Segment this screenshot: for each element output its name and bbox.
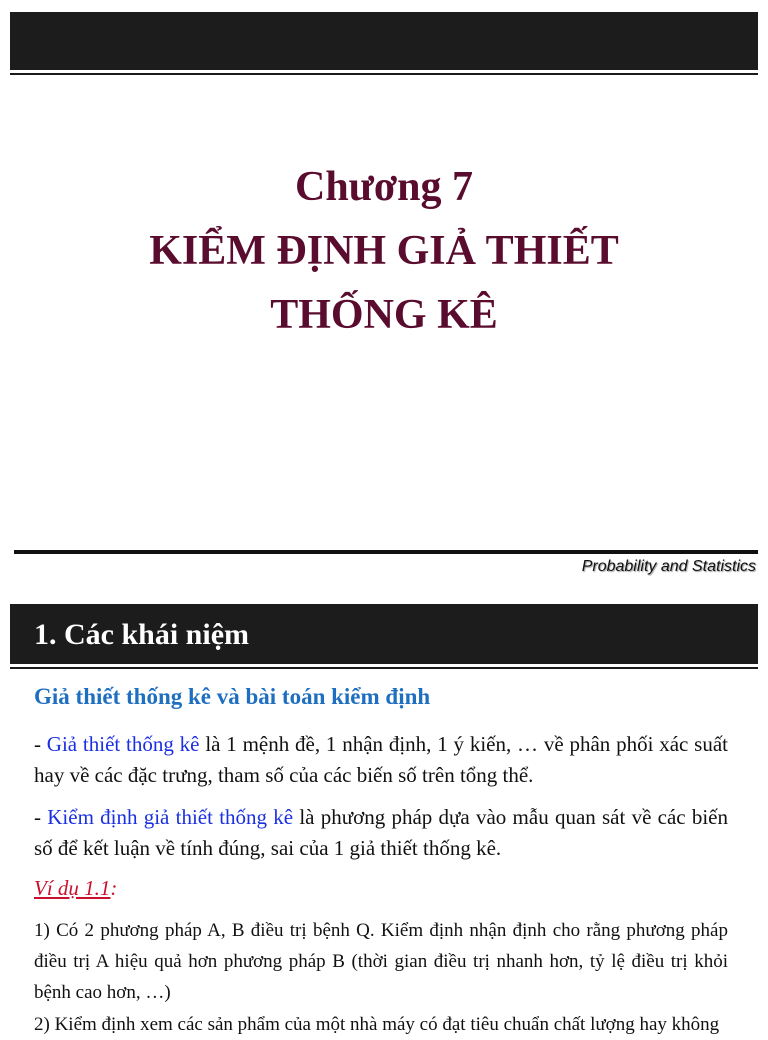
term-hypothesis-testing: Kiểm định giả thiết thống kê [47, 805, 294, 829]
example-label: Ví dụ 1.1 [34, 876, 111, 900]
definition-text-1: là 1 mệnh đề, 1 nhận định, 1 ý kiến, … về phân phối xác suất hay về các đặc trưng, tham số của các biến số trên tổng thể. [34, 732, 728, 787]
bullet-dash: - [34, 732, 47, 756]
example-item-1: 1) Có 2 phương pháp A, B điều trị bệnh Q. Kiểm định nhận định cho rằng phương pháp điều trị A hiệu quả hơn phương pháp B (thời gian điều trị nhanh hơn, tỷ lệ điều trị khỏi bệnh cao hơn, …) [34, 920, 728, 1003]
section-header-bar [10, 604, 758, 664]
course-footer: Probability and Statistics [581, 558, 756, 575]
definition-text-2: là phương pháp dựa vào mẫu quan sát về các biến số để kết luận về tính đúng, sai của 1 giả thiết thống kê. [34, 805, 729, 860]
definition-paragraph-1 [34, 729, 728, 791]
term-hypothesis: Giả thiết thống kê [46, 732, 200, 756]
chapter-title-line1: KIỂM ĐỊNH GIẢ THIẾT [149, 228, 619, 274]
top-header-bar [10, 12, 758, 70]
chapter-title-line2: THỐNG KÊ [270, 292, 498, 338]
example-colon: : [110, 876, 118, 900]
example-item-2: 2) Kiểm định xem các sản phẩm của một nhà máy có đạt tiêu chuẩn chất lượng hay không [34, 1014, 720, 1035]
bullet-dash: - [34, 805, 48, 829]
subheading: Giả thiết thống kê và bài toán kiểm định [34, 684, 431, 709]
definition-paragraph-2 [34, 802, 728, 864]
chapter-number: Chương 7 [294, 164, 473, 210]
slide-divider [14, 550, 758, 554]
example-heading [34, 876, 117, 901]
section-title: 1. Các khái niệm [34, 618, 250, 651]
